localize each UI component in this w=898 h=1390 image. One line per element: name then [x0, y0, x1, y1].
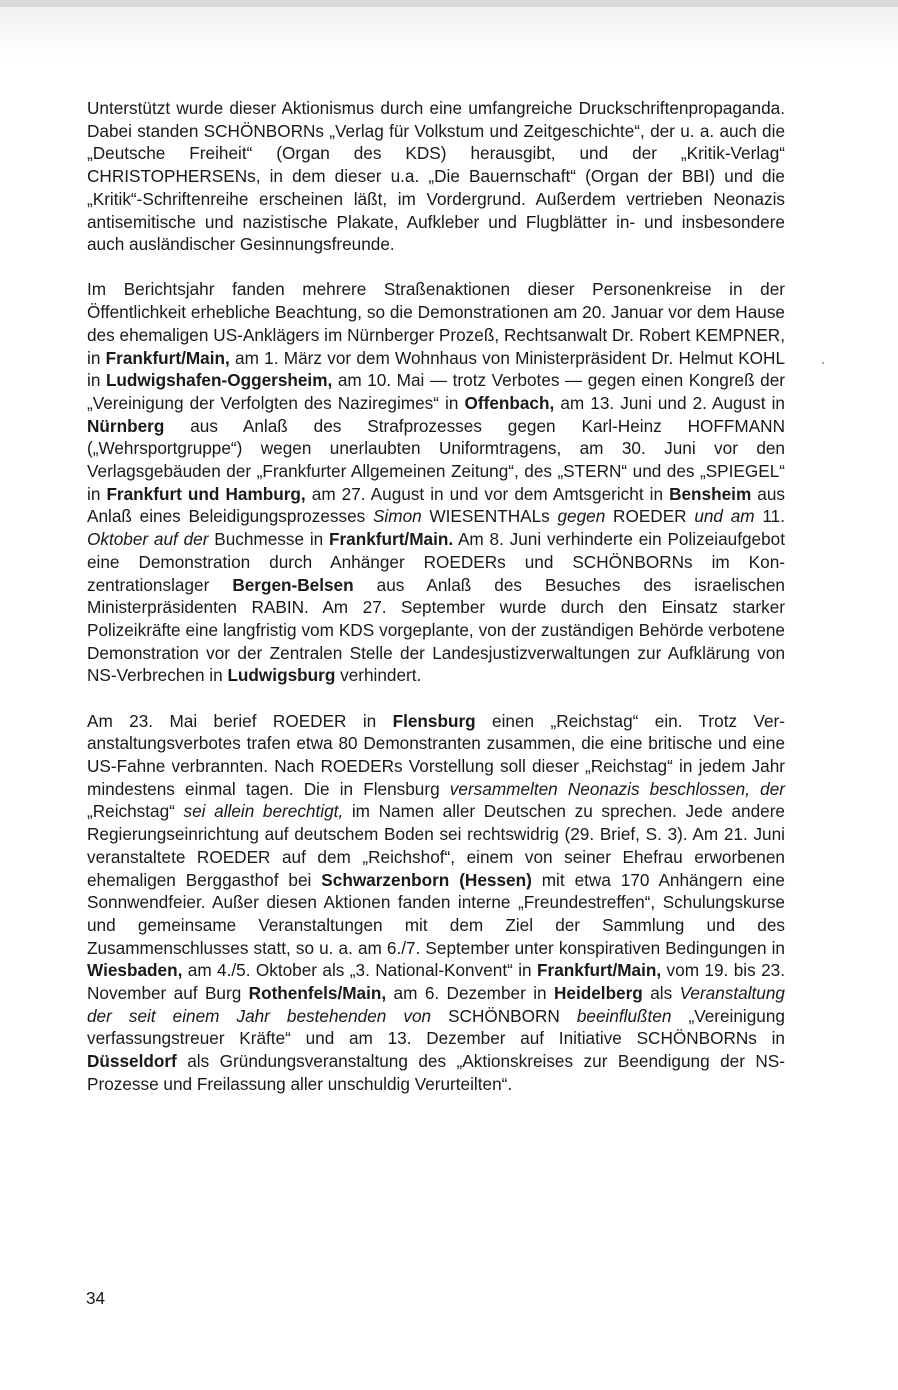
- bold-text: Rothenfels/Main,: [248, 983, 387, 1004]
- bold-text: Flensburg: [392, 710, 476, 731]
- text-segment: als Gründungsveranstaltung des „Aktionskreises zur Beendigung der NS-Prozesse und Freilassung aller unschuldig Verurteilten“.: [87, 1051, 785, 1094]
- bold-text: Frankfurt/Main,: [537, 960, 662, 981]
- body-text: [87, 97, 785, 1096]
- italic-text: Oktober auf der: [87, 529, 209, 550]
- bold-text: Heidelberg: [553, 983, 643, 1004]
- text-segment: Unterstützt wurde dieser Aktionismus durch eine umfangreiche Druckschriftenpropaganda. Dabei standen SCHÖNBORNs „Verlag für Volkstum und Zeitgeschichte“, der u. a. auch die „Deutsche Freiheit“ (Organ des KDS) herausgibt, und der „Kritik-Verlag“ CHRISTOPHERSENs, in dem dieser u.a. „Die Bauernschaft“ (Organ der BBI) und die „Kritik“-Schriftenreihe erscheinen läßt, im Vordergrund. Außerdem vertrieben Neonazis antisemitische und nazistische Plakate, Aufkleber und Flugblätter in- und insbesondere auch ausländischer Gesinnungsfreunde.: [87, 98, 785, 255]
- text-segment: Am 23. Mai berief ROEDER in: [87, 710, 393, 731]
- text-segment: ROEDER: [605, 506, 695, 527]
- bold-text: Frankfurt/Main.: [328, 529, 454, 550]
- text-segment: am 4./5. Oktober als „3. National-Konvent“ in: [182, 960, 538, 981]
- italic-text: Veranstaltung der seit einem Jahr bestehenden von: [87, 983, 785, 1026]
- italic-text: gegen: [557, 506, 606, 527]
- text-segment: „Reichstag“: [87, 801, 184, 822]
- bold-text: Frankfurt/Main,: [105, 347, 230, 368]
- paragraph: [87, 278, 785, 687]
- text-segment: im Namen aller Deutschen zu sprechen. Jede andere Regierungseinrichtung auf deutschem Boden sei rechtswidrig (29. Brief, S. 3). Am 21. Juni veranstaltete ROEDER auf dem „Reichshof“, einem von seiner Ehefrau erworbenen ehemaligen Berggasthof bei: [87, 801, 785, 890]
- text-segment: „Vereinigung verfassungstreuer Kräfte“ und am 13. Dezember auf Initiative SCHÖNBORNs in: [87, 1005, 785, 1049]
- text-segment: 11.: [754, 506, 785, 527]
- text-segment: am 27. August in und vor dem Amtsgericht in: [305, 483, 670, 504]
- italic-text: sei allein berechtigt,: [183, 801, 344, 822]
- bold-text: Nürnberg: [87, 415, 165, 436]
- text-segment: einen „Reichstag“ ein. Trotz Veranstaltungsverbotes trafen etwa 80 Demonstranten zusammen, die eine britische und eine US-Fahne verbrannten. Nach ROEDERs Vorstellung soll dieser „Reichstag“ in jedem Jahr mindestens einmal tagen. Die in Flensburg: [87, 710, 785, 799]
- text-segment: WIESENTHALs: [421, 506, 558, 527]
- italic-text: und am: [694, 506, 755, 527]
- italic-text: versammelten Neonazis beschlossen, der: [449, 778, 785, 799]
- text-segment: am 10. Mai — trotz Verbotes — gegen einen Kongreß der „Vereinigung der Verfolgten des Naziregimes“ in: [87, 370, 786, 413]
- text-segment: vom 19. bis 23. November auf Burg: [87, 960, 785, 1004]
- bold-text: Frankfurt und Hamburg,: [106, 483, 306, 504]
- text-segment: Im Berichtsjahr fanden mehrere Straßenaktionen dieser Personenkreise in der Öffentlichkeit erhebliche Beachtung, so die Demonstrationen am 20. Januar vor dem Hause des ehemaligen US-Anklägers im Nürnberger Prozeß, Rechtsanwalt Dr. Robert KEMPNER, in: [87, 279, 785, 368]
- text-segment: mit etwa 170 Anhängern eine Sonnwendfeier. Außer diesen Aktionen fanden interne „Freundestreffen“, Schulungskurse und gemeinsame Veranstaltungen mit dem Ziel der Sammlung und des Zusammenschlusses statt, so u. a. am 6./7. September unter konspirativen Bedingungen in: [87, 869, 785, 958]
- text-segment: am 1. März vor dem Wohnhaus von Ministerpräsident Dr. Helmut KOHL in: [87, 347, 785, 391]
- text-segment: als: [642, 983, 680, 1004]
- page-number: 34: [86, 1288, 106, 1308]
- text-segment: aus Anlaß des Besuches des israelischen Ministerpräsidenten RABIN. Am 27. September wurde durch den Einsatz starker Polizeikräfte eine langfristig vom KDS vorgeplante, von der zuständigen Behörde verbotene Demonstration vor der Zentralen Stelle der Landesjustizverwaltungen zur Aufklärung von NS-Verbrechen in: [87, 574, 785, 686]
- text-segment: Buchmesse in: [208, 529, 329, 550]
- text-segment: aus Anlaß des Strafprozesses gegen Karl-Heinz HOFFMANN („Wehrsportgruppe“) wegen unerlaubten Uniformtragens, am 30. Juni vor den Verlagsgebäuden der „Frankfurter Allgemeinen Zeitung“, des „STERN“ und des „SPIEGEL“ in: [87, 415, 785, 504]
- bold-text: Bergen-Belsen: [232, 574, 354, 595]
- italic-text: beeinflußten: [576, 1005, 672, 1026]
- text-segment: am 13. Juni und 2. August in: [554, 392, 785, 413]
- text-segment: verhindert.: [335, 665, 422, 686]
- text-segment: aus Anlaß eines Beleidigungsprozesses: [87, 483, 785, 527]
- paragraph: [87, 710, 785, 1096]
- text-segment: am 6. Dezember in: [386, 983, 554, 1004]
- paragraph: [87, 97, 785, 256]
- bold-text: Düsseldorf: [87, 1051, 177, 1072]
- bold-text: Ludwigsburg: [227, 665, 336, 686]
- scan-speck: [822, 362, 824, 364]
- italic-text: Simon: [372, 506, 422, 527]
- bold-text: Bensheim: [669, 483, 752, 504]
- scan-top-edge: [0, 0, 898, 60]
- text-segment: SCHÖNBORN: [431, 1005, 577, 1026]
- bold-text: Schwarzenborn (Hessen): [321, 869, 532, 890]
- text-segment: Am 8. Juni verhinderte ein Polizeiaufgebot eine Demonstration durch Anhänger ROEDERs und SCHÖNBORNs im Konzentrationslager: [87, 529, 785, 595]
- bold-text: Wiesbaden,: [87, 960, 183, 981]
- bold-text: Offenbach,: [464, 392, 555, 413]
- bold-text: Ludwigshafen-Oggersheim,: [105, 370, 333, 391]
